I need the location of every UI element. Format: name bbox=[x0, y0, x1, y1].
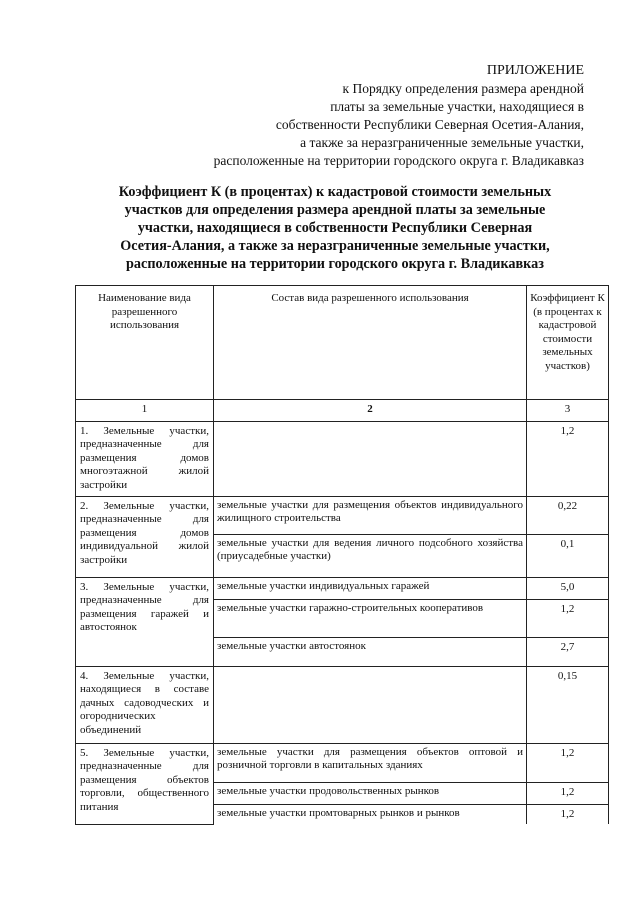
category-composition bbox=[214, 666, 527, 743]
title-line: участки, находящиеся в собственности Республики Северная bbox=[137, 220, 533, 236]
table-row bbox=[76, 666, 609, 743]
document-title bbox=[92, 183, 578, 273]
category-name: 1. Земельные участки, предназначенные для размещения домов многоэтажной жилой застройки bbox=[76, 421, 214, 496]
category-composition: земельные участки автостоянок bbox=[214, 637, 527, 666]
column-number: 2 bbox=[214, 400, 527, 422]
header-cell: Наименование вида разрешенного использования bbox=[76, 286, 214, 400]
category-composition: земельные участки гаражно-строительных кооперативов bbox=[214, 599, 527, 637]
category-name: 2. Земельные участки, предназначенные для размещения домов индивидуальной жилой застройки bbox=[76, 496, 214, 577]
table-header-row bbox=[76, 286, 609, 400]
category-coefficient: 0,22 bbox=[527, 496, 609, 534]
category-coefficient: 1,2 bbox=[527, 599, 609, 637]
category-composition: земельные участки промтоварных рынков и рынков bbox=[214, 804, 527, 824]
category-coefficient: 1,2 bbox=[527, 743, 609, 782]
table-row bbox=[76, 421, 609, 496]
category-coefficient: 0,15 bbox=[527, 666, 609, 743]
column-number: 3 bbox=[527, 400, 609, 422]
category-composition: земельные участки индивидуальных гаражей bbox=[214, 577, 527, 599]
appendix-heading: ПРИЛОЖЕНИЕ bbox=[486, 63, 584, 78]
title-line: участков для определения размера арендной платы за земельные bbox=[124, 202, 546, 218]
category-coefficient: 1,2 bbox=[527, 804, 609, 824]
category-coefficient: 5,0 bbox=[527, 577, 609, 599]
category-coefficient: 1,2 bbox=[527, 782, 609, 804]
coefficient-table bbox=[75, 285, 609, 825]
header-cell: Состав вида разрешенного использования bbox=[214, 286, 527, 400]
title-line: расположенные на территории городского округа г. Владикавказ bbox=[126, 256, 544, 272]
table-row bbox=[76, 743, 609, 782]
column-number: 1 bbox=[76, 400, 214, 422]
category-name: 5. Земельные участки, предназначенные для размещения объектов торговли, общественного питания bbox=[76, 743, 214, 824]
category-composition: земельные участки для размещения объектов оптовой и розничной торговли в капитальных зданиях bbox=[214, 743, 527, 782]
category-composition bbox=[214, 421, 527, 496]
appendix-line: платы за земельные участки, находящиеся в bbox=[330, 99, 584, 114]
header-cell: Коэффициент К (в процентах к кадастровой стоимости земельных участков) bbox=[527, 286, 609, 400]
appendix-line: к Порядку определения размера арендной bbox=[342, 81, 584, 96]
category-composition: земельные участки для ведения личного подсобного хозяйства (приусадебные участки) bbox=[214, 534, 527, 577]
title-line: Осетия-Алания, а также за неразграниченные земельные участки, bbox=[120, 238, 550, 254]
category-name: 4. Земельные участки, находящиеся в составе дачных садоводческих и огороднических объединений bbox=[76, 666, 214, 743]
appendix-header bbox=[214, 62, 584, 170]
category-coefficient: 1,2 bbox=[527, 421, 609, 496]
column-number-row bbox=[76, 400, 609, 422]
title-line: Коэффициент К (в процентах) к кадастровой стоимости земельных bbox=[118, 184, 552, 200]
appendix-line: расположенные на территории городского округа г. Владикавказ bbox=[213, 153, 584, 168]
appendix-line: собственности Республики Северная Осетия-Алания, bbox=[275, 117, 584, 132]
appendix-line: а также за неразграниченные земельные участки, bbox=[300, 135, 584, 150]
category-coefficient: 0,1 bbox=[527, 534, 609, 577]
table-row bbox=[76, 577, 609, 599]
category-composition: земельные участки для размещения объектов индивидуального жилищного строительства bbox=[214, 496, 527, 534]
category-coefficient: 2,7 bbox=[527, 637, 609, 666]
category-name: 3. Земельные участки, предназначенные для размещения гаражей и автостоянок bbox=[76, 577, 214, 666]
category-composition: земельные участки продовольственных рынков bbox=[214, 782, 527, 804]
table-row bbox=[76, 496, 609, 534]
